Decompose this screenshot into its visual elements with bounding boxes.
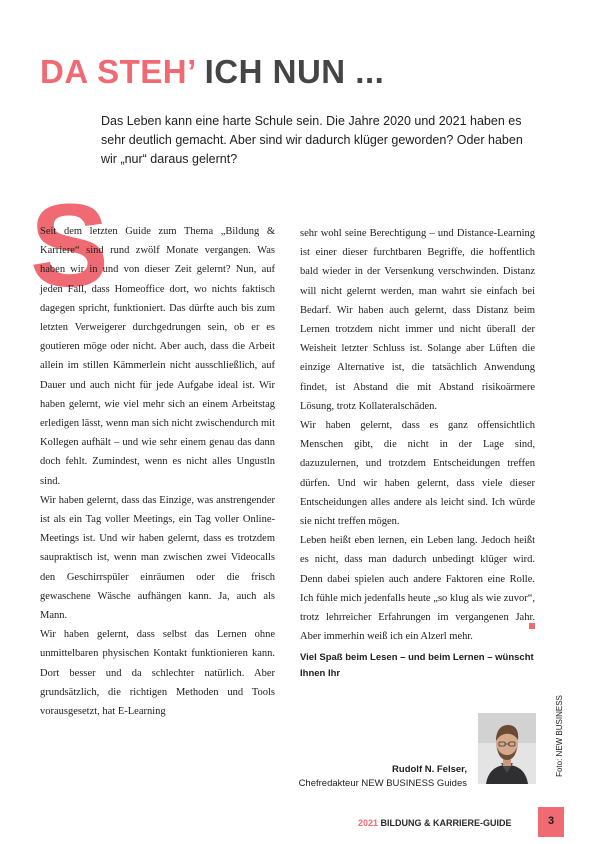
footer-year: 2021	[358, 818, 379, 828]
page-title	[40, 53, 384, 91]
footer-label: BILDUNG & KARRIERE-GUIDE	[380, 818, 512, 828]
article-end-mark	[529, 623, 535, 629]
page-number: 3	[547, 815, 555, 827]
author-name: Rudolf N. Felser,	[392, 764, 467, 775]
article-column-right	[300, 224, 535, 646]
drop-cap: S	[30, 180, 109, 312]
title-rest: ICH NUN ...	[204, 53, 385, 90]
footer-running-title	[358, 818, 512, 828]
title-highlight: DA STEH’	[40, 53, 195, 90]
article-paragraph: Seit dem letzten Guide zum Thema „Bildung & Karriere“ sind rund zwölf Monate vergangen. Was haben wir in und von dieser Zeit gelernt? Nun, auf jeden Fall, dass Homeoffice dort, wo nichts faktisch dagegen spricht, funktioniert. Das dürfte auch bis zum letzten Verweigerer durchgedrungen sein, ob er es goutieren möge oder nicht. Aber auch, dass die Arbeit allein im stillen Kämmerlein nicht ausschließlich, auf Dauer und auch nicht für jede Aufgabe ideal ist. Wir haben gelernt, wie viel mehr sich an einem Arbeitstag erledigen lässt, wenn man sich nicht zwischendurch mit Kollegen aufhält – und wie sehr einem genau das dann doch fehlt. Zumindest, wenn es nicht alles Ungustln sind.	[40, 226, 275, 487]
portrait-illustration	[478, 713, 536, 784]
article-paragraph: sehr wohl seine Berechtigung – und Distance-Learning ist einer dieser furchtbaren Begriffe, die hoffentlich bald wieder in der Versenkung verschwinden. Distanz will nicht gelernt werden, man wahrt sie einfach bei Bedarf. Wir haben auch gelernt, dass Distanz beim Lernen trotzdem nicht immer und nicht überall der Weisheit letzter Schluss ist. Solange aber Lüften die einzige Alternative ist, die tatsächlich Anwendung findet, ist Abstand die mit Abstand risikoärmere Lösung, trotz Kollateralschäden.	[300, 228, 535, 412]
author-portrait	[478, 713, 536, 784]
author-role: Chefredakteur NEW BUSINESS Guides	[298, 778, 467, 789]
article-paragraph: Wir haben gelernt, dass es ganz offensichtlich Menschen gibt, die nicht in der Lage sind, dazuzulernen, und trotzdem Entscheidungen treffen dürfen. Und wir haben gelernt, dass viele dieser Entscheidungen alles andere als leicht sind. Ich würde sie nicht treffen mögen.	[300, 420, 535, 528]
article-paragraph: Wir haben gelernt, dass selbst das Lernen ohne unmittelbaren physischen Kontakt funktionieren kann. Dort besser und da schlechter natürlich. Aber grundsätzlich, die richtigen Methoden und Tools vorausgesetzt, hat E-Learning	[40, 629, 275, 718]
article-paragraph: Leben heißt eben lernen, ein Leben lang. Jedoch heißt es nicht, dass man dadurch unbedingt klüger wird. Denn dabei spielen auch andere Faktoren eine Rolle. Ich fühle mich jedenfalls heute „so klug als wie zuvor“, trotz lehrreicher Erfahrungen im vergangenen Jahr. Aber immerhin weiß ich ein Alzerl mehr.	[300, 535, 535, 643]
photo-credit: Foto: NEW BUSINESS	[555, 695, 564, 777]
page-number-box	[538, 807, 564, 837]
article-column-left	[40, 222, 275, 721]
article-paragraph: Wir haben gelernt, dass das Einzige, was anstrengender ist als ein Tag voller Meetings, ein Tag voller Online-Meetings ist. Und wir haben gelernt, dass es trotzdem saupraktisch ist, wenn man zwischen zwei Videocalls den Geschirrspüler einräumen oder die frisch gewaschene Wäsche aufhängen kann. Ja, auch als Mann.	[40, 494, 275, 622]
signoff: Viel Spaß beim Lesen – und beim Lernen – wünscht Ihnen Ihr	[300, 652, 534, 679]
intro-lead: Das Leben kann eine harte Schule sein. Die Jahre 2020 und 2021 haben es sehr deutlich gemacht. Aber sind wir dadurch klüger geworden? Oder haben wir „nur“ daraus gelernt?	[101, 114, 523, 166]
